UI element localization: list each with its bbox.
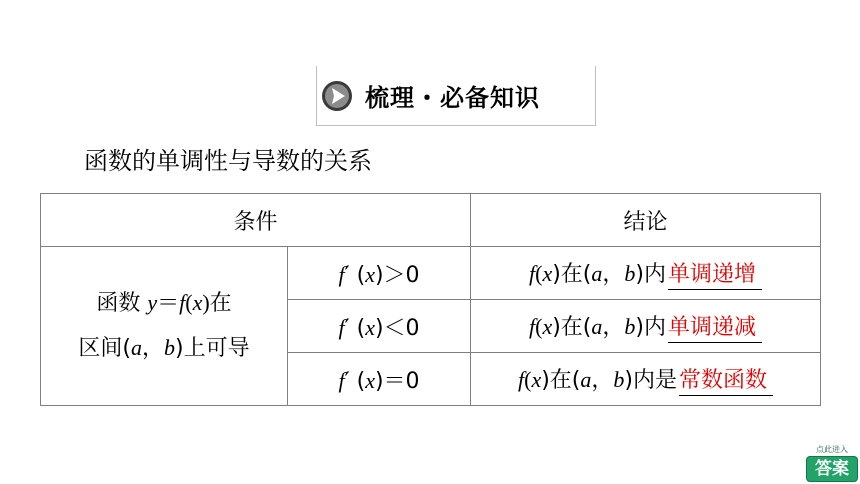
conclusion-cell: f(x)在(a，b)内单调递减: [471, 300, 821, 353]
header-conclusion: 结论: [471, 194, 821, 247]
section-header: [316, 66, 596, 126]
answer-button[interactable]: [806, 445, 858, 483]
condition-cell: f′ (x)＜0: [288, 300, 471, 353]
answer-blank: 单调递减: [668, 315, 762, 343]
answer-blank: 单调递增: [668, 262, 762, 290]
premise-line-2: 区间(a，b)上可导: [78, 335, 250, 361]
play-arrow-icon: [321, 80, 353, 112]
answer-blank: 常数函数: [679, 368, 773, 396]
conclusion-cell: f(x)在(a，b)内单调递增: [471, 247, 821, 300]
condition-cell: f′ (x)＞0: [288, 247, 471, 300]
answer-button-caption: 点此进入: [816, 445, 848, 454]
subtitle: 函数的单调性与导数的关系: [84, 147, 372, 175]
knowledge-table: [40, 193, 821, 406]
premise-line-1: 函数 y＝f(x)在: [96, 290, 232, 316]
header-condition: 条件: [41, 194, 471, 247]
premise-cell: [41, 247, 288, 406]
conclusion-cell: f(x)在(a，b)内是常数函数: [471, 353, 821, 406]
condition-cell: f′ (x)＝0: [288, 353, 471, 406]
answer-button-label[interactable]: 答案: [806, 456, 858, 482]
section-title: 梳理・必备知识: [365, 84, 540, 112]
